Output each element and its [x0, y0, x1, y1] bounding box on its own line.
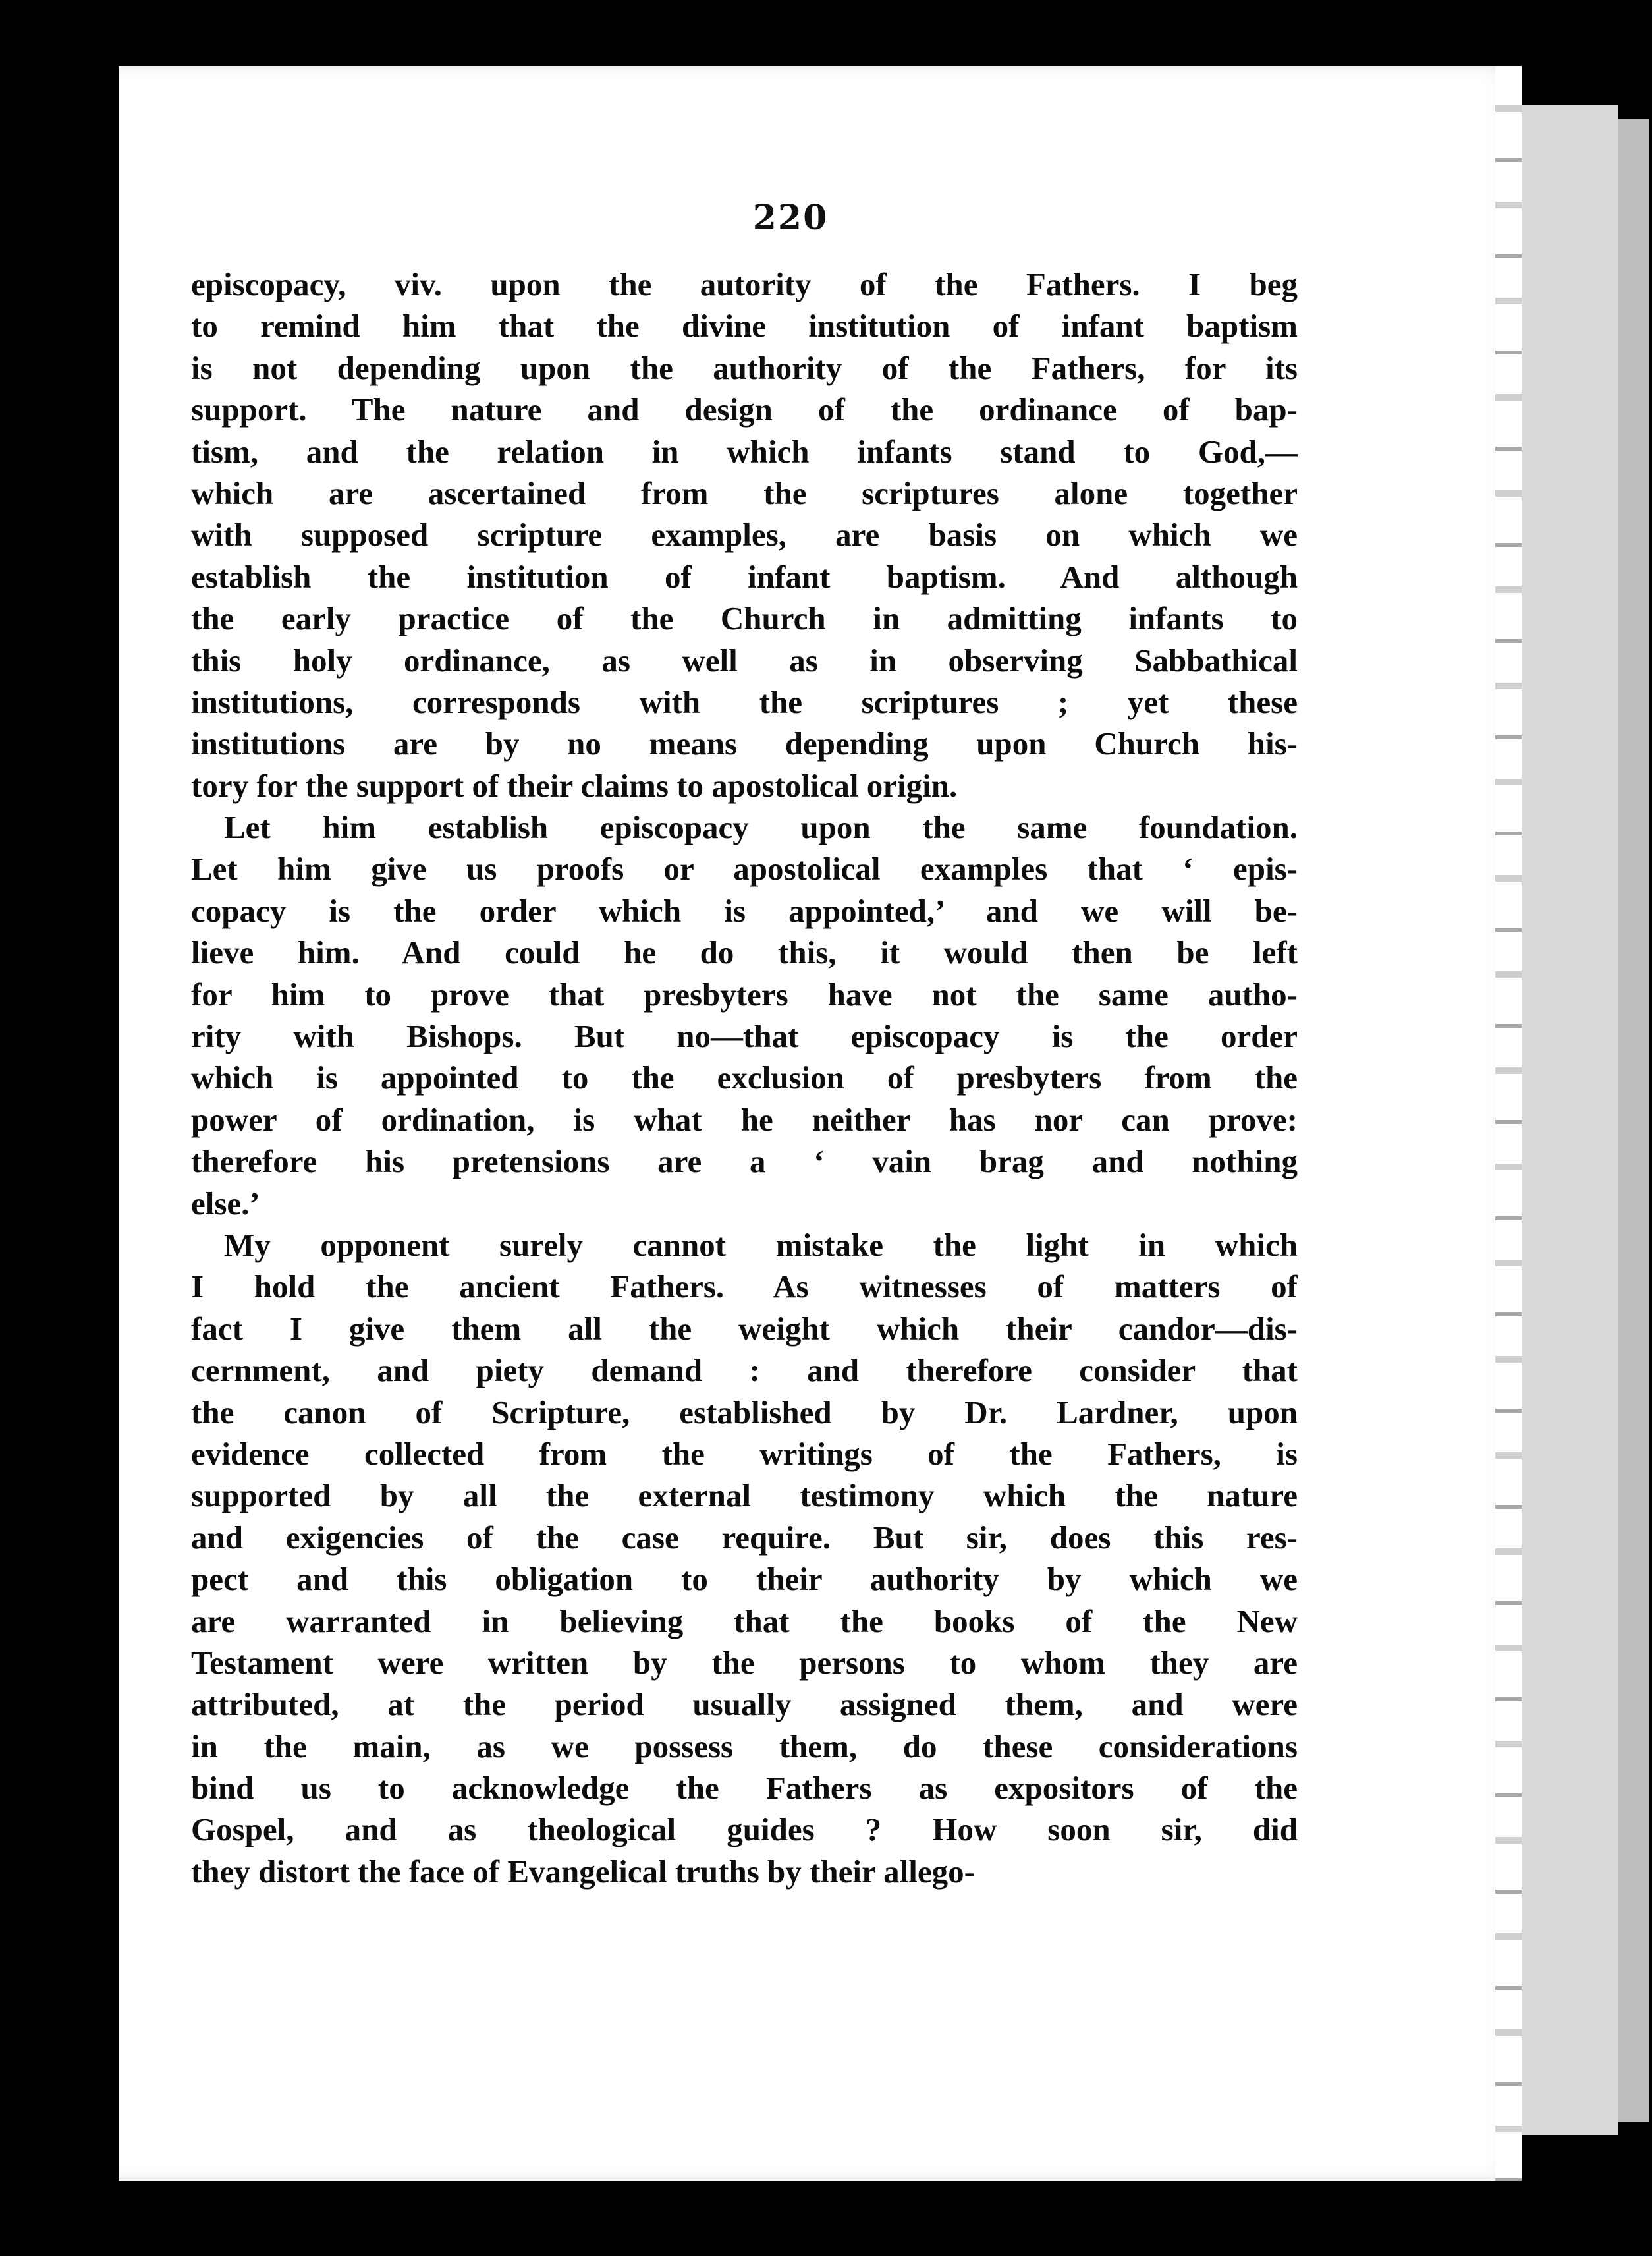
text-line: power of ordination, is what he neither has nor can prove: [191, 1101, 1298, 1138]
text-line: fact I give them all the weight which their candor—dis- [191, 1310, 1298, 1347]
text-line: Let him give us proofs or apostolical examples that ‘ epis- [191, 851, 1298, 888]
paragraph [191, 806, 1298, 1224]
page-body-text [191, 264, 1298, 1892]
text-line: the canon of Scripture, established by Dr. Lardner, upon [191, 1394, 1298, 1430]
text-line: Let him establish episcopacy upon the same foundation. [224, 809, 1298, 846]
text-line: Gospel, and as theological guides ? How soon sir, did [191, 1811, 1298, 1848]
text-line: tism, and the relation in which infants stand to God,— [191, 433, 1298, 470]
text-line: which is appointed to the exclusion of presbyters from the [191, 1059, 1298, 1096]
text-line: episcopacy, viv. upon the autority of the Fathers. I beg [191, 266, 1298, 302]
text-line: in the main, as we possess them, do these considerations [191, 1728, 1298, 1764]
text-line: support. The nature and design of the ordinance of bap- [191, 391, 1298, 428]
text-line: they distort the face of Evangelical truths by their allego- [191, 1853, 975, 1890]
text-line: Testament were written by the persons to whom they are [191, 1644, 1298, 1681]
text-line: lieve him. And could he do this, it would then be left [191, 934, 1298, 971]
text-line: with supposed scripture examples, are basis on which we [191, 517, 1298, 553]
text-line: rity with Bishops. But no—that episcopacy is the order [191, 1018, 1298, 1055]
text-line: institutions, corresponds with the scriptures ; yet these [191, 683, 1298, 720]
page-torn-edge [1495, 66, 1522, 2181]
text-line: else.’ [191, 1185, 260, 1222]
text-line: I hold the ancient Fathers. As witnesses of matters of [191, 1268, 1298, 1305]
background-leaf [1515, 105, 1618, 2135]
text-line: which are ascertained from the scriptures alone together [191, 474, 1298, 511]
text-line: copacy is the order which is appointed,’ and we will be- [191, 892, 1298, 929]
text-line: establish the institution of infant baptism. And although [191, 558, 1298, 595]
text-line: the early practice of the Church in admitting infants to [191, 600, 1298, 637]
text-line: bind us to acknowledge the Fathers as expositors of the [191, 1770, 1298, 1807]
text-line: therefore his pretensions are a ‘ vain brag and nothing [191, 1143, 1298, 1180]
page-number: 220 [752, 198, 829, 238]
paragraph [191, 264, 1298, 806]
text-line: for him to prove that presbyters have not the same autho- [191, 976, 1298, 1013]
text-line: evidence collected from the writings of the Fathers, is [191, 1435, 1298, 1472]
text-line: tory for the support of their claims to apostolical origin. [191, 767, 958, 804]
text-line: cernment, and piety demand : and therefore consider that [191, 1352, 1298, 1389]
text-line: to remind him that the divine institution of infant baptism [191, 308, 1298, 345]
text-line: pect and this obligation to their authority by which we [191, 1561, 1298, 1598]
text-line: is not depending upon the authority of the Fathers, for its [191, 349, 1298, 386]
text-line: are warranted in believing that the books of the New [191, 1602, 1298, 1639]
text-line: and exigencies of the case require. But sir, does this res- [191, 1519, 1298, 1556]
paragraph [191, 1224, 1298, 1892]
text-line: institutions are by no means depending upon Church his- [191, 725, 1298, 762]
text-line: this holy ordinance, as well as in observing Sabbathical [191, 642, 1298, 679]
text-line: attributed, at the period usually assigned them, and were [191, 1686, 1298, 1723]
text-line: supported by all the external testimony which the nature [191, 1477, 1298, 1514]
text-line: My opponent surely cannot mistake the light in which [224, 1226, 1298, 1263]
